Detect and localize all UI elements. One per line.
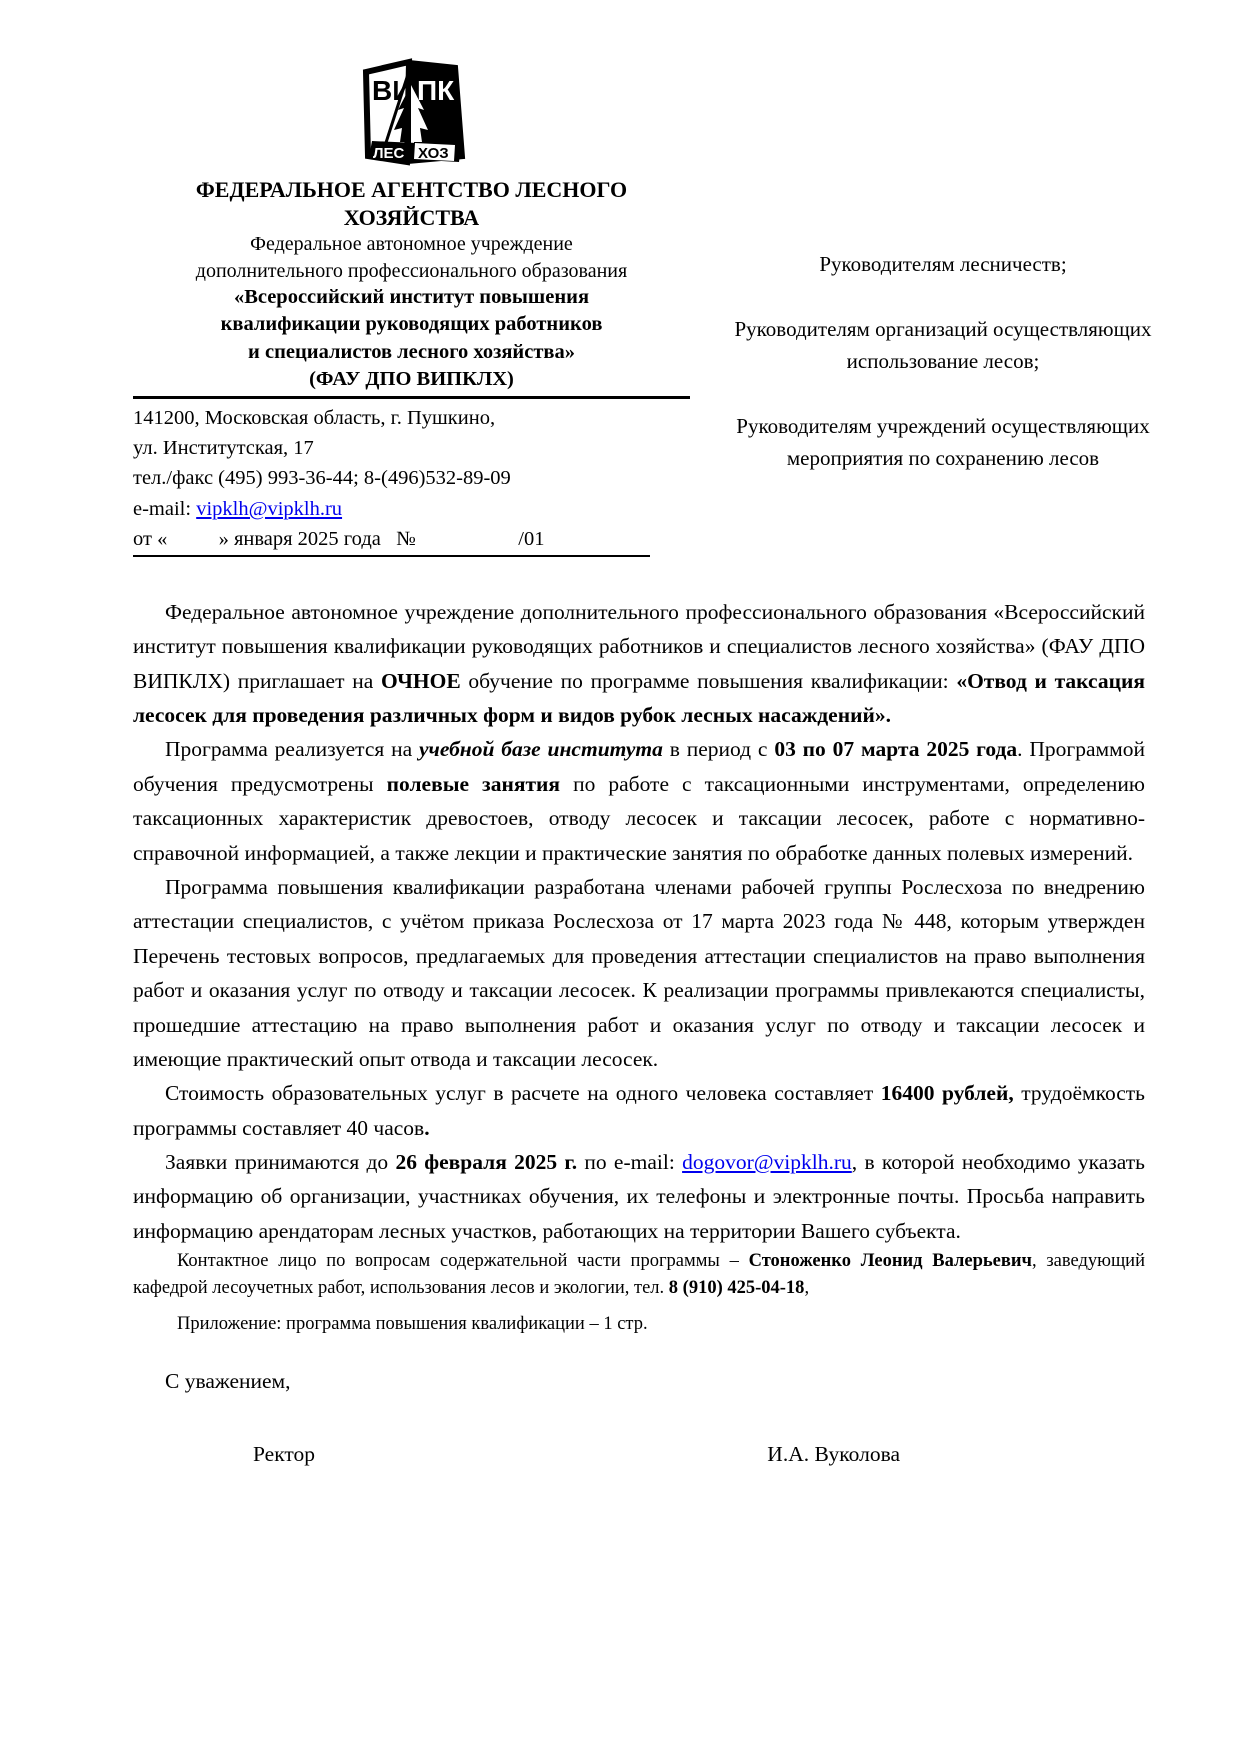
text-run: Программа реализуется на	[165, 737, 419, 762]
paragraph-attachment	[133, 1311, 1145, 1337]
text-run: трудоёмкость программы составляет 40 часов	[133, 1081, 1145, 1140]
text-run: по работе с таксационными инструментами, определению таксационных характеристик древостоев, отводу лесосек и таксации лесосек, работе с нормативно-справочной информацией, а также лекции и практические занятия по обработке данных полевых измерений.	[133, 771, 1145, 865]
vipklkh-leskhoz-logo-icon	[351, 58, 473, 170]
letter-body	[0, 595, 1241, 1467]
email-label: e-mail:	[133, 497, 197, 520]
text-run: .	[424, 1115, 430, 1140]
institute-name-line-1: «Всероссийский институт повышения	[233, 286, 590, 309]
logo-text-les: ЛЕС	[372, 145, 404, 162]
logo-text-khoz: ХОЗ	[417, 145, 449, 162]
email-line	[133, 494, 690, 524]
text-run: ,	[804, 1277, 810, 1298]
logo-text-pk: ПК	[416, 75, 454, 106]
text-run: . Программой обучения предусмотрены	[133, 737, 1145, 796]
letterhead-left-column	[133, 58, 690, 557]
text-run: учебной базе института	[418, 737, 663, 762]
logo-text-vi: ВИ	[371, 75, 412, 106]
agency-name: ФЕДЕРАЛЬНОЕ АГЕНТСТВО ЛЕСНОГО ХОЗЯЙСТВА	[195, 177, 628, 230]
letterhead-email-link[interactable]: vipklh@vipklh.ru	[196, 497, 343, 520]
text-run: Стоноженко Леонид Валерьевич	[748, 1251, 1032, 1272]
text-run: , в которой необходимо указать информацию об организации, участниках обучения, их телефоны и электронные почты. Просьба направить информацию арендаторам лесных участков, работающих на территории Вашего субъекта.	[133, 1150, 1145, 1243]
salutation: С уважением,	[165, 1369, 291, 1394]
text-run: Федеральное автономное учреждение дополнительного профессионального образования «Всероссийский институт повышения квалификации руководящих работников и специалистов лесного хозяйства» (ФАУ ДПО ВИПКЛХ) приглашает на	[133, 599, 1145, 693]
addressee-item: Руководителям организаций осуществляющих использование лесов;	[734, 316, 1152, 374]
text-run: 8 (910) 425-04-18	[668, 1277, 805, 1298]
text-run: «Отвод и таксация лесосек для проведения различных форм и видов рубок лесных насаждений».	[133, 668, 1145, 727]
text-run: Заявки принимаются до	[165, 1150, 396, 1175]
text-run: Контактное лицо по вопросам содержательной части программы –	[177, 1251, 749, 1272]
text-run: Программа повышения квалификации разработана членами рабочей группы Рослесхоза по внедрению аттестации специалистов, с учётом приказа Рослесхоза от 17 марта 2023 года № 448, которым утвержден Перечень тестовых вопросов, предлагаемых для проведения аттестации специалистов на право выполнения работ и оказания услуг по отводу и таксации лесосек. К реализации программы привлекаются специалисты, прошедшие аттестацию на право выполнения работ и оказания услуг по отводу и таксации лесосек и имеющие практический опыт отвода и таксации лесосек.	[133, 874, 1145, 1071]
paragraph-program-dates	[133, 732, 1145, 870]
email-link[interactable]: dogovor@vipklh.ru	[682, 1150, 852, 1175]
text-run: в период с	[662, 737, 775, 762]
text-run: 16400 рублей,	[880, 1081, 1014, 1106]
paragraph-program-background	[133, 870, 1145, 1076]
org-type-line-1: Федеральное автономное учреждение	[250, 233, 573, 255]
signature-row	[133, 1442, 1145, 1467]
address-line-1: 141200, Московская область, г. Пушкино,	[133, 407, 496, 430]
text-run: обучение по программе повышения квалификации:	[460, 668, 957, 693]
text-run: 03 по 07 марта 2025 года	[774, 737, 1018, 762]
text-run: 26 февраля 2025 г.	[395, 1150, 578, 1175]
text-run: ОЧНОЕ	[380, 668, 461, 693]
letterhead	[0, 0, 1241, 557]
text-run: Приложение: программа повышения квалификации – 1 стр.	[177, 1313, 648, 1334]
text-run: полевые занятия	[386, 771, 561, 796]
paragraph-cost	[133, 1076, 1145, 1145]
address-line-2: ул. Институтская, 17	[133, 437, 314, 460]
signer-name: И.А. Вуколова	[767, 1442, 900, 1467]
signer-title: Ректор	[253, 1442, 315, 1467]
text-run: Стоимость образовательных услуг в расчете на одного человека составляет	[165, 1081, 881, 1106]
ref-number-line: от « » января 2025 года № /01	[133, 524, 650, 557]
org-type-line-2: дополнительного профессионального образования	[195, 259, 628, 282]
paragraph-applications	[133, 1145, 1145, 1248]
phone-line: тел./факс (495) 993-36-44; 8-(496)532-89-09	[133, 467, 511, 490]
institute-name-line-2: квалификации руководящих работников	[220, 313, 603, 336]
letterhead-divider	[133, 396, 690, 399]
institute-abbreviation: (ФАУ ДПО ВИПКЛХ)	[309, 367, 514, 390]
paragraph-invitation	[133, 595, 1145, 733]
paragraph-contact-person	[133, 1248, 1145, 1301]
contact-block	[133, 403, 690, 557]
text-run: по e-mail:	[577, 1150, 683, 1175]
addressee-item: Руководителям лесничеств;	[819, 252, 1067, 276]
addressee-item: Руководителям учреждений осуществляющих мероприятия по сохранению лесов	[736, 413, 1150, 471]
addressees-block	[703, 58, 1183, 557]
text-run: , заведующий кафедрой лесоучетных работ, использования лесов и экологии, тел.	[133, 1251, 1145, 1298]
institute-name-line-3: и специалистов лесного хозяйства»	[248, 340, 575, 363]
